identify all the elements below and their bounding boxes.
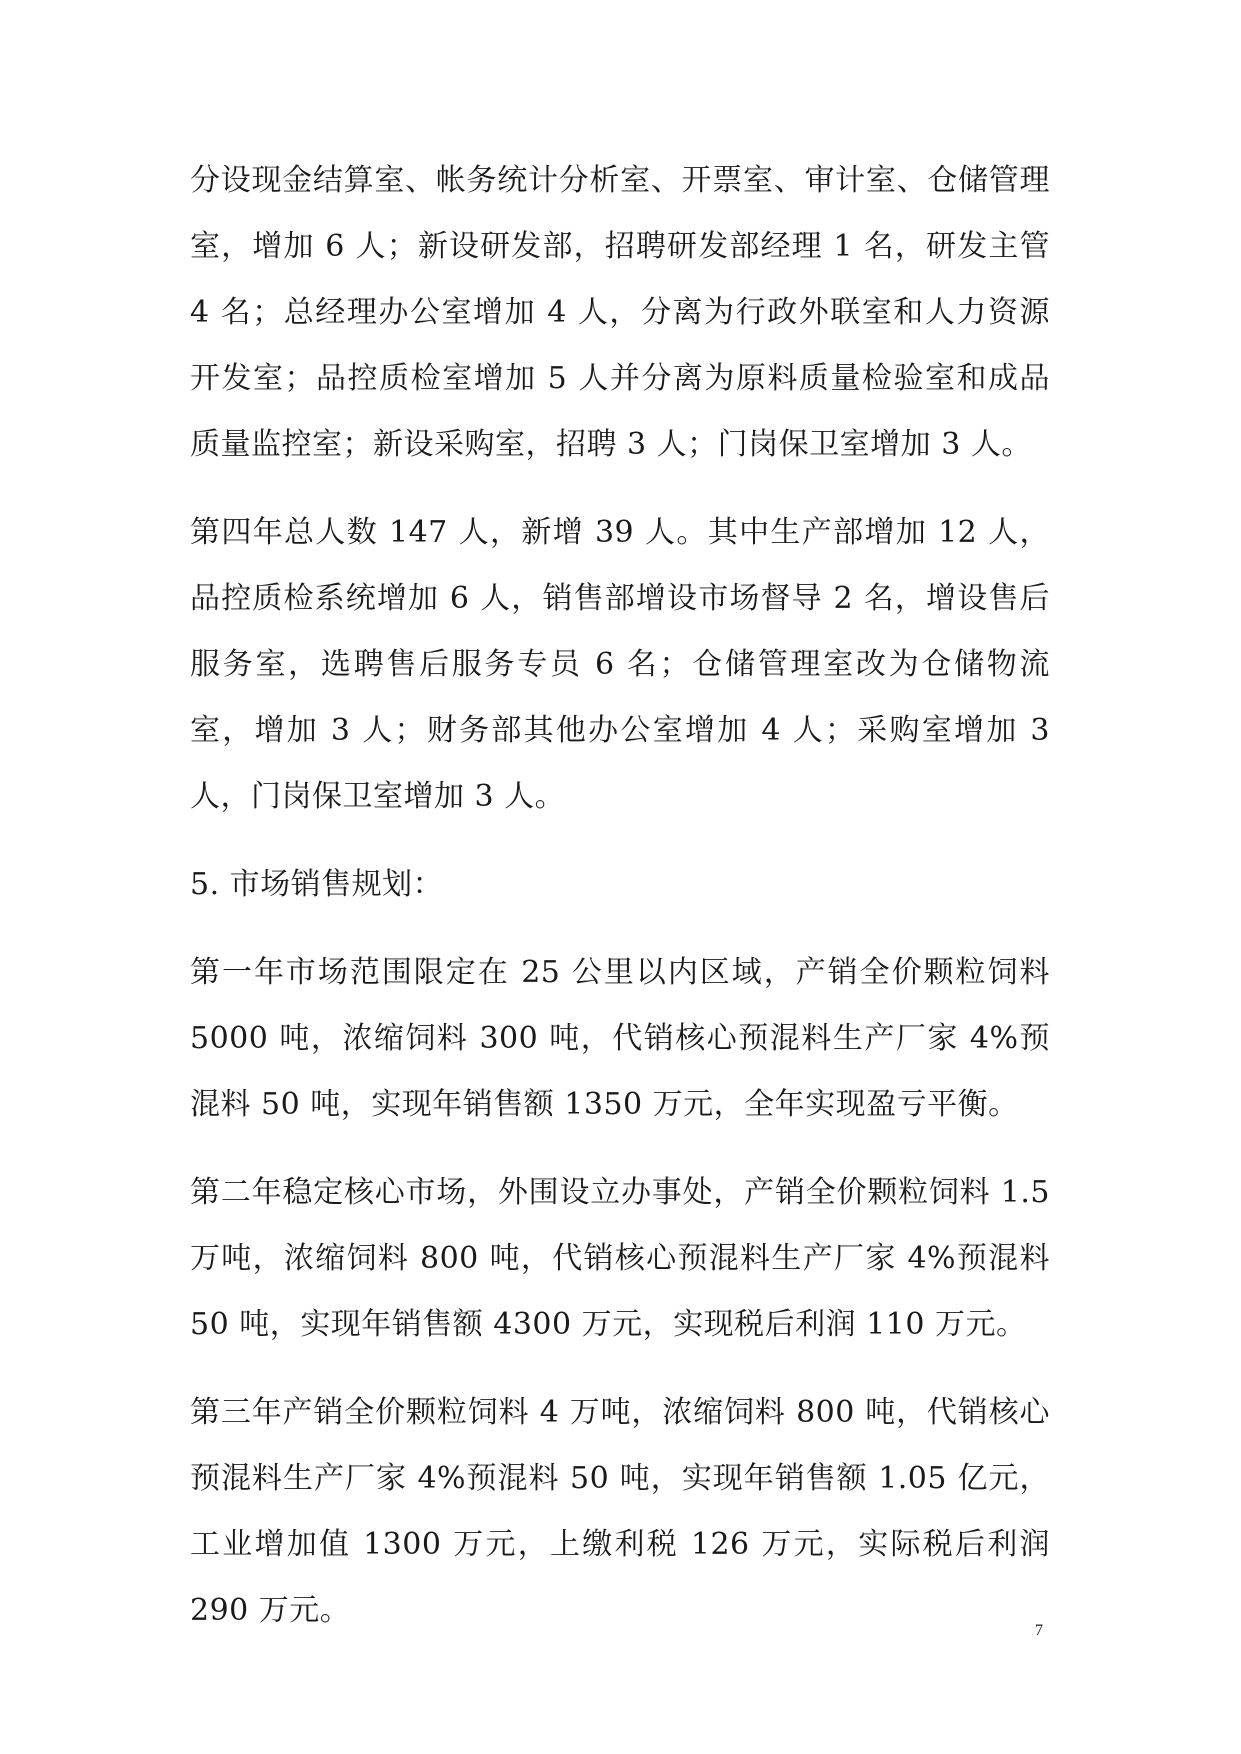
document-body: [190, 148, 1050, 1666]
section-heading-market-sales-plan: 5. 市场销售规划：: [190, 867, 444, 902]
paragraph-year-four-staffing: 第四年总人数 147 人，新增 39 人。其中生产部增加 12 人，品控质检系统增加 6 人，销售部增设市场督导 2 名，增设售后服务室，选聘售后服务专员 6 名；仓储管理室改为仓储物流室，增加 3 人；财务部其他办公室增加 4 人；采购室增加 3 人，门岗保卫室增加 3 人。: [190, 515, 1050, 814]
page-number: 7: [1035, 1622, 1043, 1639]
paragraph-staff-departments: 分设现金结算室、帐务统计分析室、开票室、审计室、仓储管理室，增加 6 人；新设研发部，招聘研发部经理 1 名，研发主管 4 名；总经理办公室增加 4 人，分离为行政外联室和人力资源开发室；品控质检室增加 5 人并分离为原料质量检验室和成品质量监控室；新设采购室，招聘 3 人；门岗保卫室增加 3 人。: [190, 163, 1050, 462]
paragraph-year-three-sales: 第三年产销全价颗粒饲料 4 万吨，浓缩饲料 800 吨，代销核心预混料生产厂家 4%预混料 50 吨，实现年销售额 1.05 亿元，工业增加值 1300 万元，上缴利税 126 万元，实际税后利润 290 万元。: [190, 1395, 1050, 1628]
paragraph-year-two-sales: 第二年稳定核心市场，外围设立办事处，产销全价颗粒饲料 1.5 万吨，浓缩饲料 800 吨，代销核心预混料生产厂家 4%预混料 50 吨，实现年销售额 4300 万元，实现税后利润 110 万元。: [190, 1175, 1050, 1342]
paragraph-year-one-sales: 第一年市场范围限定在 25 公里以内区域，产销全价颗粒饲料 5000 吨，浓缩饲料 300 吨，代销核心预混料生产厂家 4%预混料 50 吨，实现年销售额 1350 万元，全年实现盈亏平衡。: [190, 955, 1050, 1122]
